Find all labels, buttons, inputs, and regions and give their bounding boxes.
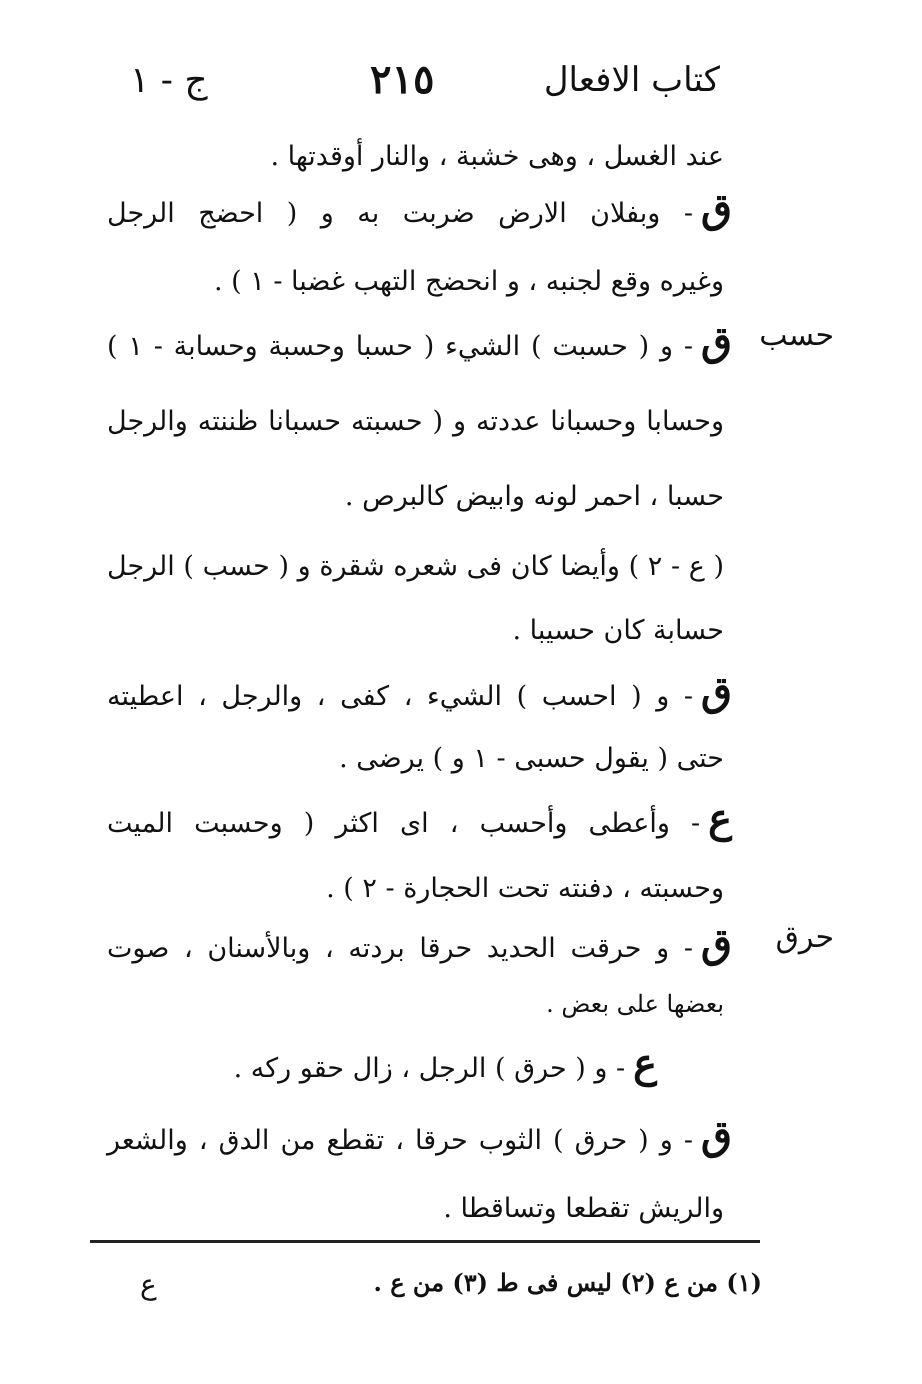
footnote: (١) من ع (٢) ليس فى ط (٣) من ع . — [373, 1268, 762, 1297]
line-text: حتى ( يقول حسبى - ١ و ) يرضى . — [339, 743, 724, 774]
footnote-divider — [90, 1240, 760, 1243]
text-line — [107, 920, 732, 968]
text-line — [107, 602, 732, 650]
source-marker: ق — [700, 1112, 732, 1159]
source-marker: ق — [700, 920, 732, 967]
source-marker: ع — [708, 795, 732, 842]
text-line — [107, 860, 732, 908]
text-line — [107, 253, 732, 301]
line-text: بعضها على بعض . — [546, 990, 724, 1018]
source-marker: ق — [700, 185, 732, 232]
line-text: - و ( حسبت ) الشيء ( حسبا وحسبة وحسابة - ١ ) — [107, 331, 693, 362]
signature-letter: ع — [140, 1268, 157, 1301]
line-text: ( ع - ٢ ) وأيضا كان فى شعره شقرة و ( حسب ) الرجل — [107, 551, 725, 582]
page-number: ٢١٥ — [370, 56, 435, 103]
line-text: - و ( احسب ) الشيء ، كفى ، والرجل ، اعطيته — [107, 681, 693, 712]
line-text: - و ( حرق ) الثوب حرقا ، تقطع من الدق ، والشعر — [107, 1125, 693, 1156]
page-header — [120, 56, 720, 110]
text-line — [107, 468, 732, 516]
text-line — [107, 668, 732, 716]
line-text: وحسبته ، دفنته تحت الحجارة - ٢ ) . — [326, 873, 724, 904]
line-text: - و ( حرق ) الرجل ، زال حقو ركه . — [233, 1053, 626, 1084]
line-text: - و حرقت الحديد حرقا بردته ، وبالأسنان ، صوت — [107, 933, 693, 964]
line-text: عند الغسل ، وهى خشبة ، والنار أوقدتها . — [270, 141, 724, 172]
line-text: وغيره وقع لجنبه ، و انحضج التهب غضبا - ١ ) . — [213, 266, 724, 297]
line-text: حسبا ، احمر لونه وابيض كالبرص . — [344, 481, 724, 512]
text-line — [107, 730, 732, 778]
text-line — [107, 795, 732, 843]
text-line — [107, 393, 732, 441]
source-marker: ع — [633, 1040, 657, 1087]
text-line — [107, 975, 732, 1023]
line-text: حسابة كان حسيبا . — [512, 615, 724, 646]
text-line — [107, 318, 732, 366]
text-line — [107, 1040, 657, 1088]
book-title: كتاب الافعال — [543, 60, 720, 100]
root-word-hasaba: حسب — [759, 318, 834, 353]
source-marker: ق — [700, 318, 732, 365]
line-text: والريش تقطعا وتساقطا . — [443, 1193, 724, 1224]
text-line — [107, 1112, 732, 1160]
text-line — [107, 128, 732, 176]
line-text: وحسابا وحسبانا عددته و ( حسبته حسبانا ظننته والرجل — [107, 406, 724, 437]
line-text: - وأعطى وأحسب ، اى اكثر ( وحسبت الميت — [107, 808, 701, 839]
root-word-haraqa: حرق — [775, 920, 834, 955]
volume-label: ج - ١ — [130, 60, 208, 101]
text-line — [107, 185, 732, 233]
text-line — [107, 1180, 732, 1228]
text-line — [107, 538, 732, 586]
line-text: - وبفلان الارض ضربت به و ( احضج الرجل — [107, 198, 693, 229]
source-marker: ق — [700, 668, 732, 715]
